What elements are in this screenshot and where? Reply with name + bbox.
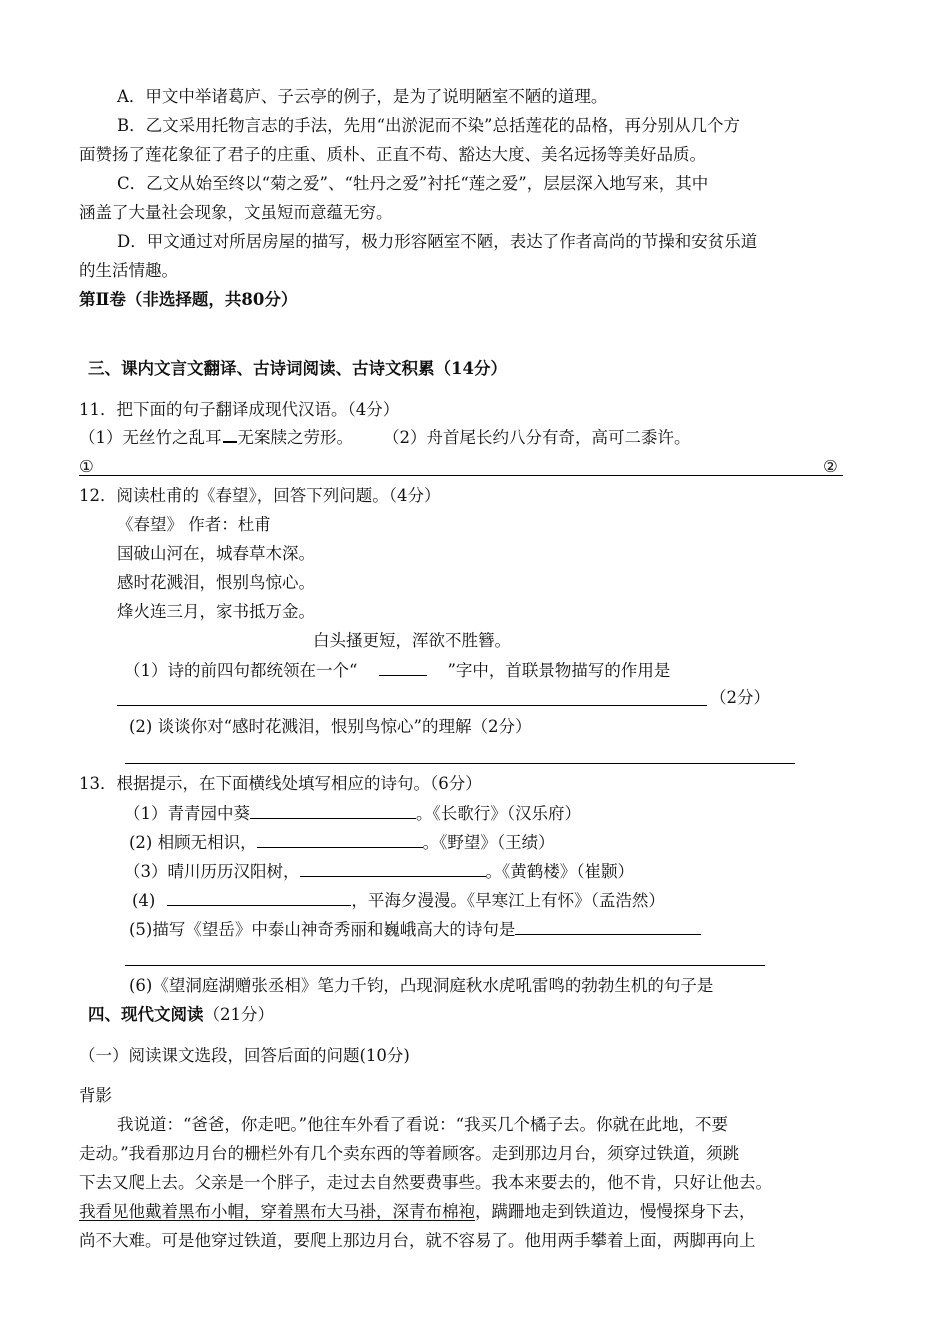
section4-title: 四、现代文阅读 [88,1005,204,1024]
subsection-1-heading: （一）阅读课文选段，回答后面的问题(10分) [79,1046,410,1065]
poem-line1: 国破山河在，城春草木深。 [117,544,315,563]
q12-part1-score: （2分） [710,688,770,707]
poem-line3: 烽火连三月，家书抵万金。 [117,602,315,621]
section3-heading: 三、课内文言文翻译、古诗词阅读、古诗文积累（14分） [88,359,507,378]
q13-item5-answer-line[interactable] [125,965,765,966]
q12-part1-answer-line[interactable] [117,705,707,706]
q13-item3-text: （3）晴川历历汉阳树， [124,862,300,881]
q11-sentence1b: 无案牍之劳形。 [237,428,353,447]
option-c-line1: C．乙文从始至终以“菊之爱”、“牡丹之爱”衬托“莲之爱”，层层深入地写来，其中 [117,174,709,193]
q11-answer-mark1: ① [79,457,94,476]
q13-item5-blank[interactable] [515,918,701,935]
passage-line1: 我说道：“爸爸，你走吧。”他往车外看了看说：“我买几个橘子去。你就在此地，不要 [117,1115,729,1134]
q13-item2-text: (2) 相顾无相识， [129,833,257,852]
q11-sentences [79,427,691,449]
q13-item4-source: ，平海夕漫漫。《早寒江上有怀》（孟浩然） [351,891,665,910]
q11-sentence2: （2）舟首尾长约八分有奇，高可二黍许。 [383,428,691,447]
poem-line4: 白头搔更短，浑欲不胜簪。 [313,631,511,650]
passage-line5: 尚不大难。可是他穿过铁道，要爬上那边月台，就不容易了。他用两手攀着上面，两脚再向上 [79,1231,756,1250]
q13-item1-blank[interactable] [250,802,416,819]
q11-answer-line[interactable] [79,475,843,476]
q13-item5 [129,918,701,941]
option-d-line1: D．甲文通过对所居房屋的描写，极力形容陋室不陋，表达了作者高尚的节操和安贫乐道 [117,232,758,251]
q13-item5-text: (5)描写《望岳》中泰山神奇秀丽和巍峨高大的诗句是 [129,920,516,939]
option-c-line2: 涵盖了大量社会现象，文虽短而意蕴无穷。 [79,203,393,222]
q12-stem: 12．阅读杜甫的《春望》，回答下列问题。（4分） [79,486,441,505]
option-b-line2: 面赞扬了莲花象征了君子的庄重、质朴、正直不苟、豁达大度、美名远扬等美好品质。 [79,145,706,164]
q13-item1 [124,802,581,825]
q13-item3-source: 。《黄鹤楼》（崔颢） [485,862,634,881]
q13-item4-num: (4) [132,891,156,910]
q13-item6: (6)《望洞庭湖赠张丞相》笔力千钧，凸现洞庭秋水虎吼雷鸣的勃勃生机的句子是 [129,976,714,995]
q13-item2 [129,831,555,854]
q11-stem: 11．把下面的句子翻译成现代汉语。（4分） [79,400,400,419]
q13-item1-source: 。《长歌行》（汉乐府） [416,804,581,823]
q12-part2-answer-line[interactable] [125,763,795,764]
option-d-line2: 的生活情趣。 [79,261,178,280]
q11-sentence1: （1）无丝竹之乱耳 [79,428,222,447]
q13-item1-text: （1）青青园中葵 [124,804,250,823]
option-a: A．甲文中举诸葛庐、子云亭的例子，是为了说明陋室不陋的道理。 [117,87,608,106]
q13-item3-blank[interactable] [300,860,486,877]
passage-line4-rest: ，蹒跚地走到铁道边，慢慢探身下去， [475,1202,756,1221]
passage-line3: 下去又爬上去。父亲是一个胖子，走过去自然要费事些。我本来要去的，他不肯，只好让他去。 [79,1173,772,1192]
q12-part1-prompt-b: ”字中，首联景物描写的作用是 [447,661,671,680]
q13-stem: 13．根据提示，在下面横线处填写相应的诗句。（6分） [79,774,482,793]
section4-score: （21分） [203,1005,274,1024]
passage-underlined-sentence: 我看见他戴着黑布小帽，穿着黑布大马褂，深青布棉袍 [79,1202,475,1221]
q13-item3 [124,860,634,883]
section4-heading [88,1004,274,1026]
q11-blank-mark [223,429,237,443]
q12-part1 [124,659,670,682]
poem-title: 《春望》 作者：杜甫 [117,515,271,534]
q13-item4 [132,889,665,912]
passage-title: 背影 [79,1086,112,1105]
option-b-line1: B．乙文采用托物言志的手法，先用“出淤泥而不染”总括莲花的品格，再分别从几个方 [117,116,740,135]
part2-heading: 第Ⅱ卷（非选择题，共80分） [79,290,298,309]
q12-part1-prompt-a: （1）诗的前四句都统领在一个“ [124,661,358,680]
q11-answer-mark2: ② [823,457,838,476]
q13-item2-blank[interactable] [257,831,423,848]
q13-item4-blank[interactable] [167,889,351,906]
q13-item2-source: 。《野望》（王绩） [422,833,555,852]
poem-line2: 感时花溅泪，恨别鸟惊心。 [117,573,315,592]
passage-line2: 走动。”我看那边月台的栅栏外有几个卖东西的等着顾客。走到那边月台，须穿过铁道，须跳 [79,1144,740,1163]
q12-part1-blank[interactable] [379,659,427,676]
q12-part2: (2) 谈谈你对“感时花溅泪，恨别鸟惊心”的理解（2分） [129,717,532,736]
passage-line4 [79,1201,756,1223]
